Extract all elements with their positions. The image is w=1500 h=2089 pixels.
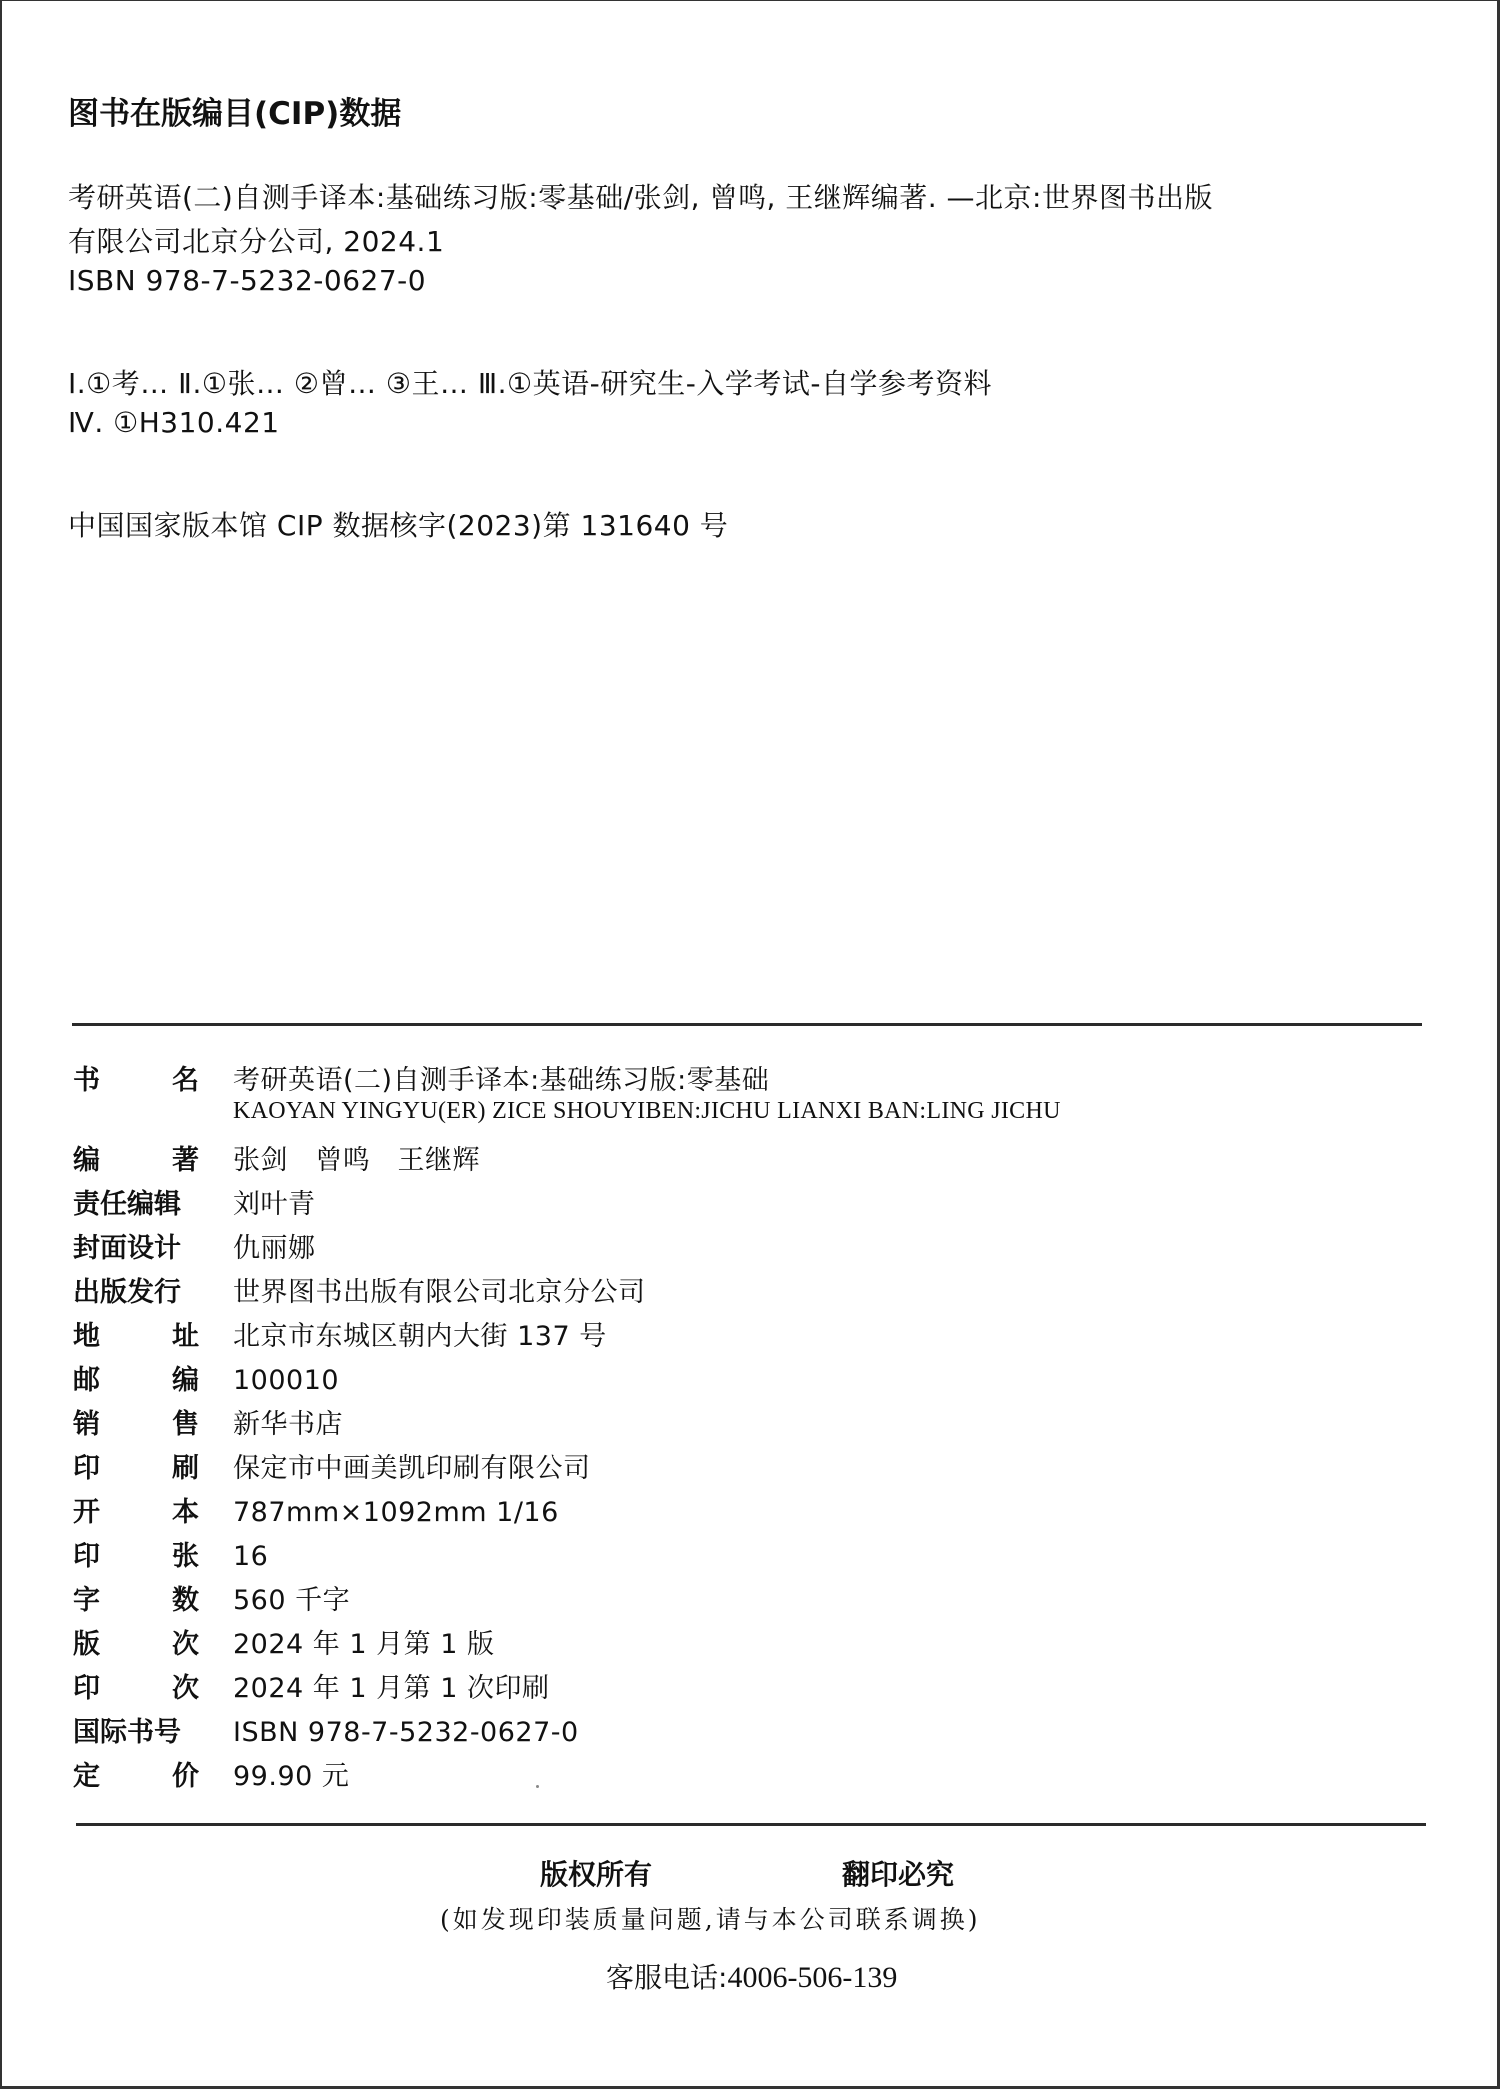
info-label-text: 字 bbox=[73, 1585, 100, 1616]
info-row bbox=[73, 1710, 1061, 1754]
info-row bbox=[73, 1098, 1061, 1138]
customer-service-hotline bbox=[606, 1956, 897, 1996]
info-value: 张剑 曾鸣 王继辉 bbox=[233, 1145, 480, 1176]
info-label bbox=[73, 1446, 199, 1485]
rights-reserved: 版权所有 bbox=[540, 1858, 653, 1891]
info-label-text: 版 bbox=[73, 1629, 100, 1660]
info-label bbox=[73, 1534, 199, 1573]
info-row bbox=[73, 1578, 1061, 1622]
info-value: 保定市中画美凯印刷有限公司 bbox=[233, 1453, 591, 1484]
info-row bbox=[73, 1182, 1061, 1226]
info-label-text: 编 bbox=[172, 1365, 199, 1396]
info-label bbox=[73, 1578, 199, 1617]
cip-classification-line-2: Ⅳ. ①H310.421 bbox=[68, 406, 280, 439]
cip-description-line-1: 考研英语(二)自测手译本:基础练习版:零基础/张剑, 曾鸣, 王继辉编著. —北京:世界图书出版 bbox=[68, 181, 1213, 214]
info-row bbox=[73, 1754, 1061, 1798]
info-label bbox=[73, 1270, 199, 1309]
info-row bbox=[73, 1666, 1061, 1710]
hotline-number: 4006-506-139 bbox=[727, 1961, 898, 1994]
info-label-text: 封面设计 bbox=[73, 1233, 181, 1264]
info-label-text: 址 bbox=[172, 1321, 199, 1352]
info-label-text: 印 bbox=[73, 1673, 100, 1704]
info-label-text: 国际书号 bbox=[73, 1717, 181, 1748]
cip-isbn: ISBN 978-7-5232-0627-0 bbox=[68, 264, 427, 297]
info-label bbox=[73, 1754, 199, 1793]
info-row bbox=[73, 1138, 1061, 1182]
info-label-text: 邮 bbox=[73, 1365, 100, 1396]
quality-notice: (如发现印装质量问题,请与本公司联系调换) bbox=[440, 1905, 981, 1934]
info-label-text: 张 bbox=[172, 1541, 199, 1572]
info-label-text: 名 bbox=[172, 1065, 199, 1096]
info-label bbox=[73, 1058, 199, 1097]
info-label-text: 责任编辑 bbox=[73, 1189, 181, 1220]
info-value: 99.90 元 bbox=[233, 1761, 350, 1792]
info-row bbox=[73, 1358, 1061, 1402]
info-row bbox=[73, 1314, 1061, 1358]
info-label-text: 开 bbox=[73, 1497, 100, 1528]
info-label-text: 刷 bbox=[172, 1453, 199, 1484]
info-label bbox=[73, 1710, 199, 1749]
bottom-divider-rule bbox=[76, 1823, 1426, 1826]
info-row bbox=[73, 1622, 1061, 1666]
info-label-text: 本 bbox=[172, 1497, 199, 1528]
info-label-text: 印 bbox=[73, 1453, 100, 1484]
info-label-text: 价 bbox=[172, 1761, 199, 1792]
info-row bbox=[73, 1270, 1061, 1314]
info-value: 560 千字 bbox=[233, 1585, 351, 1616]
info-label-text: 次 bbox=[172, 1673, 199, 1704]
info-label-text: 印 bbox=[73, 1541, 100, 1572]
info-label-text: 著 bbox=[172, 1145, 199, 1176]
info-value: ISBN 978-7-5232-0627-0 bbox=[233, 1717, 579, 1748]
info-value: KAOYAN YINGYU(ER) ZICE SHOUYIBEN:JICHU LIANXI BAN:LING JICHU bbox=[233, 1098, 1061, 1124]
info-value: 2024 年 1 月第 1 版 bbox=[233, 1629, 495, 1660]
info-label-text: 出版发行 bbox=[73, 1277, 181, 1308]
info-row bbox=[73, 1446, 1061, 1490]
info-label bbox=[73, 1622, 199, 1661]
info-value: 北京市东城区朝内大街 137 号 bbox=[233, 1321, 607, 1352]
info-label-text: 地 bbox=[73, 1321, 100, 1352]
print-speck bbox=[536, 1785, 539, 1788]
info-label bbox=[73, 1490, 199, 1529]
info-label bbox=[73, 1358, 199, 1397]
info-label-text: 次 bbox=[172, 1629, 199, 1660]
info-row bbox=[73, 1490, 1061, 1534]
copyright-notice bbox=[540, 1853, 954, 1893]
cip-heading: 图书在版编目(CIP)数据 bbox=[68, 96, 402, 132]
info-label-text: 书 bbox=[73, 1065, 100, 1096]
piracy-prohibited: 翻印必究 bbox=[842, 1858, 955, 1891]
info-label bbox=[73, 1402, 199, 1441]
publication-info-table bbox=[73, 1058, 1061, 1798]
cip-description-line-2: 有限公司北京分公司, 2024.1 bbox=[68, 225, 445, 258]
info-label-text: 定 bbox=[73, 1761, 100, 1792]
info-value: 新华书店 bbox=[233, 1409, 343, 1440]
info-value: 刘叶青 bbox=[233, 1189, 316, 1220]
info-label-text: 售 bbox=[172, 1409, 199, 1440]
info-value: 2024 年 1 月第 1 次印刷 bbox=[233, 1673, 550, 1704]
info-value: 仇丽娜 bbox=[233, 1233, 316, 1264]
info-value: 16 bbox=[233, 1541, 269, 1572]
info-label bbox=[73, 1314, 199, 1353]
info-row bbox=[73, 1402, 1061, 1446]
info-label-text: 数 bbox=[172, 1585, 199, 1616]
info-label bbox=[73, 1666, 199, 1705]
info-label-text: 销 bbox=[73, 1409, 100, 1440]
info-value: 考研英语(二)自测手译本:基础练习版:零基础 bbox=[233, 1065, 770, 1096]
info-row bbox=[73, 1534, 1061, 1578]
info-row bbox=[73, 1226, 1061, 1270]
cip-verification-number: 中国国家版本馆 CIP 数据核字(2023)第 131640 号 bbox=[68, 509, 729, 542]
info-label bbox=[73, 1138, 199, 1177]
cip-classification-line-1: Ⅰ.①考… Ⅱ.①张… ②曾… ③王… Ⅲ.①英语-研究生-入学考试-自学参考资料 bbox=[68, 367, 992, 400]
info-value: 787mm×1092mm 1/16 bbox=[233, 1497, 559, 1528]
info-label-text: 编 bbox=[73, 1145, 100, 1176]
info-label bbox=[73, 1182, 199, 1221]
info-row bbox=[73, 1058, 1061, 1102]
info-label bbox=[73, 1226, 199, 1265]
hotline-label: 客服电话: bbox=[606, 1961, 728, 1994]
top-divider-rule bbox=[72, 1023, 1422, 1026]
info-value: 世界图书出版有限公司北京分公司 bbox=[233, 1277, 646, 1308]
info-value: 100010 bbox=[233, 1365, 340, 1396]
